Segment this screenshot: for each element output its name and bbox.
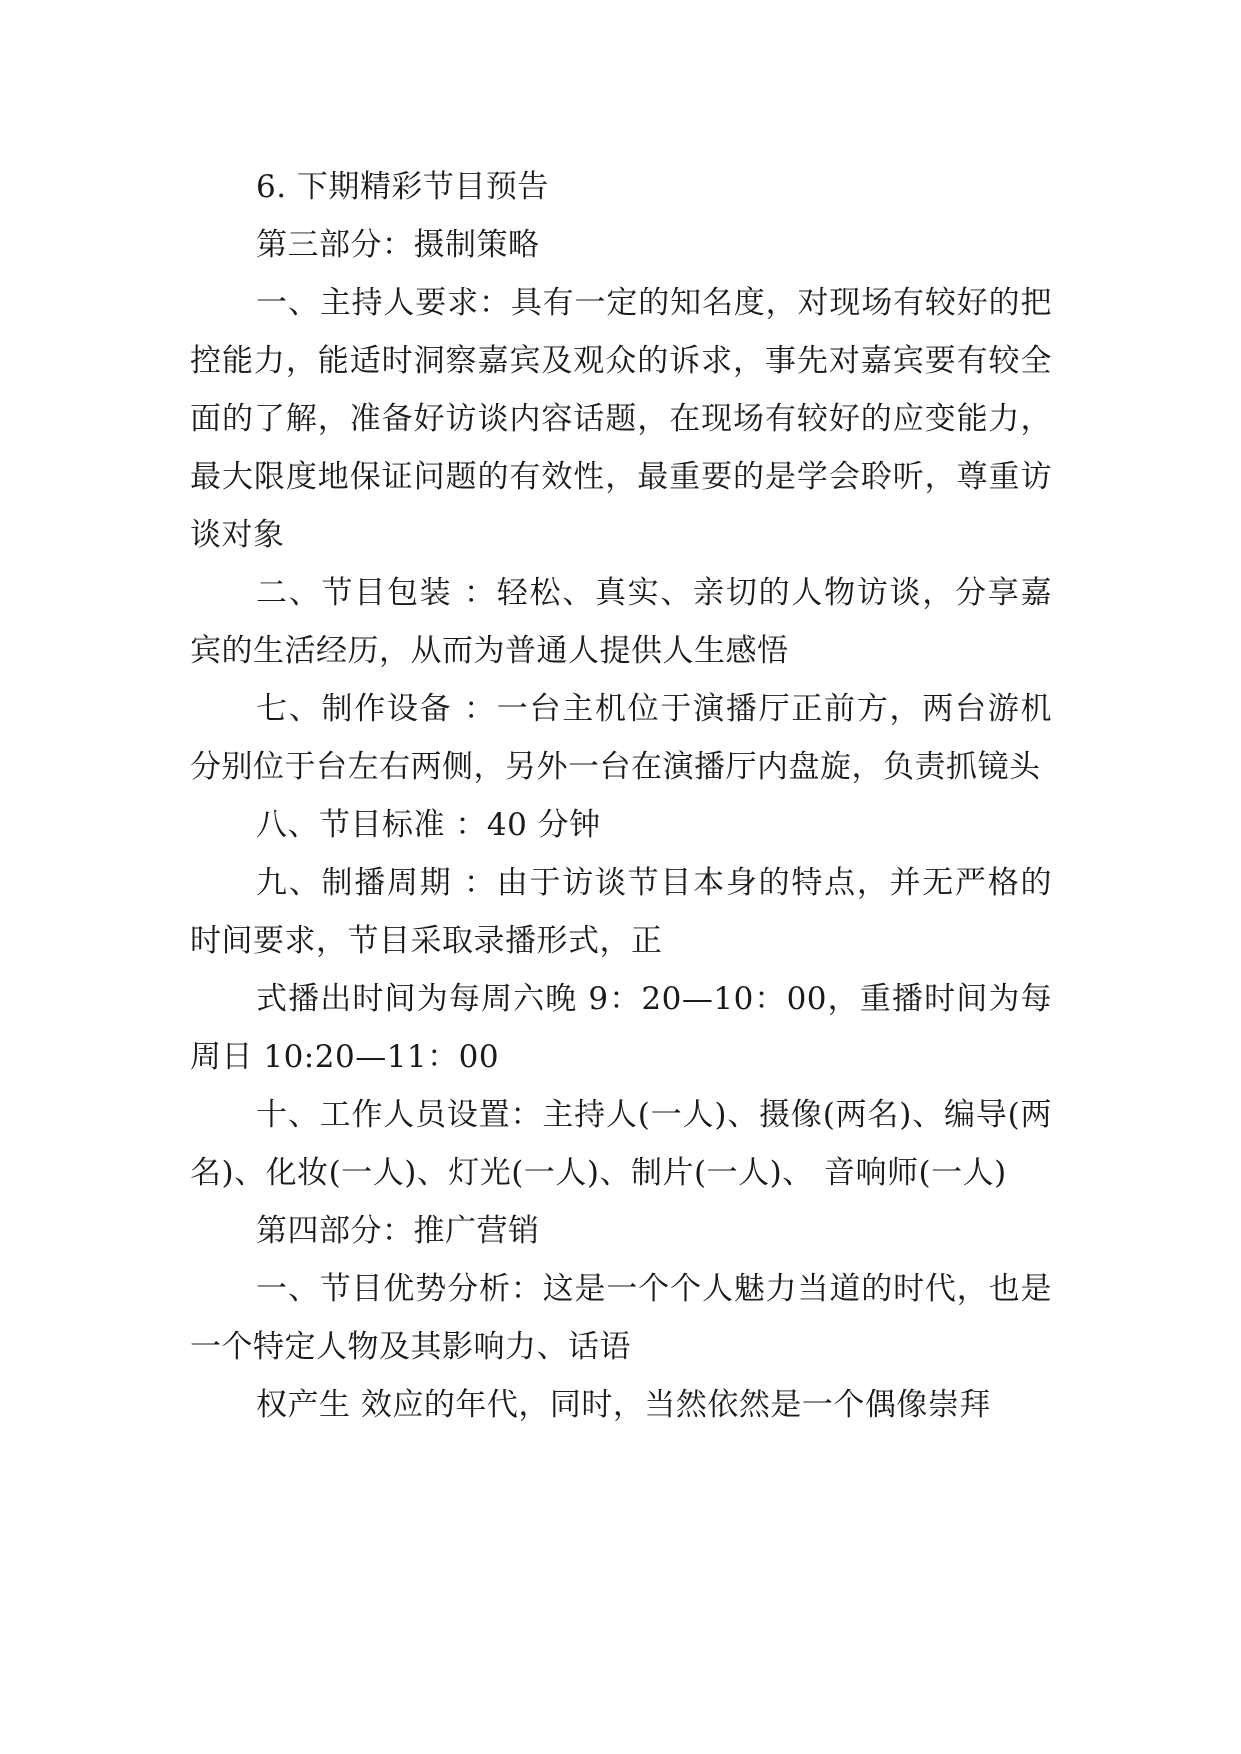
paragraph-broadcast-cycle: 九、制播周期 ：由于访谈节目本身的特点，并无严格的时间要求，节目采取录播形式，正 [190,865,1052,959]
section-heading-promotion-marketing: 第四部分：推广营销 [256,1213,540,1249]
document-body [190,158,1052,1434]
paragraph-program-packaging: 二、节目包装 ：轻松、真实、亲切的人物访谈，分享嘉宾的生活经历，从而为普通人提供人生感悟 [190,575,1052,669]
paragraph-advantage-analysis: 一、节目优势分析：这是一个个人魅力当道的时代，也是一个特定人物及其影响力、话语 [190,1271,1052,1365]
paragraph-production-equipment: 七、制作设备 ：一台主机位于演播厅正前方，两台游机分别位于台左右两侧，另外一台在演播厅内盘旋，负责抓镜头 [190,691,1052,785]
paragraph-next-episode-preview: 6. 下期精彩节目预告 [256,169,549,205]
paragraph-staff-setup: 十、工作人员设置：主持人(一人)、摄像(两名)、编导(两名)、化妆(一人)、灯光(一人)、制片(一人)、 音响师(一人) [190,1097,1053,1191]
paragraph-broadcast-time: 式播出时间为每周六晚 9：20—10：00，重播时间为每周日 10:20—11：00 [190,981,1052,1075]
paragraph-program-standard: 八、节目标准 ：40 分钟 [256,807,601,843]
paragraph-advantage-analysis-continued: 权产生 效应的年代，同时，当然依然是一个偶像崇拜 [256,1387,991,1423]
section-heading-production-strategy: 第三部分：摄制策略 [256,227,540,263]
paragraph-host-requirements: 一、主持人要求：具有一定的知名度，对现场有较好的把控能力，能适时洞察嘉宾及观众的诉求，事先对嘉宾要有较全面的了解，准备好访谈内容话题，在现场有较好的应变能力，最大限度地保证问题的有效性，最重要的是学会聆听，尊重访谈对象 [190,285,1052,553]
